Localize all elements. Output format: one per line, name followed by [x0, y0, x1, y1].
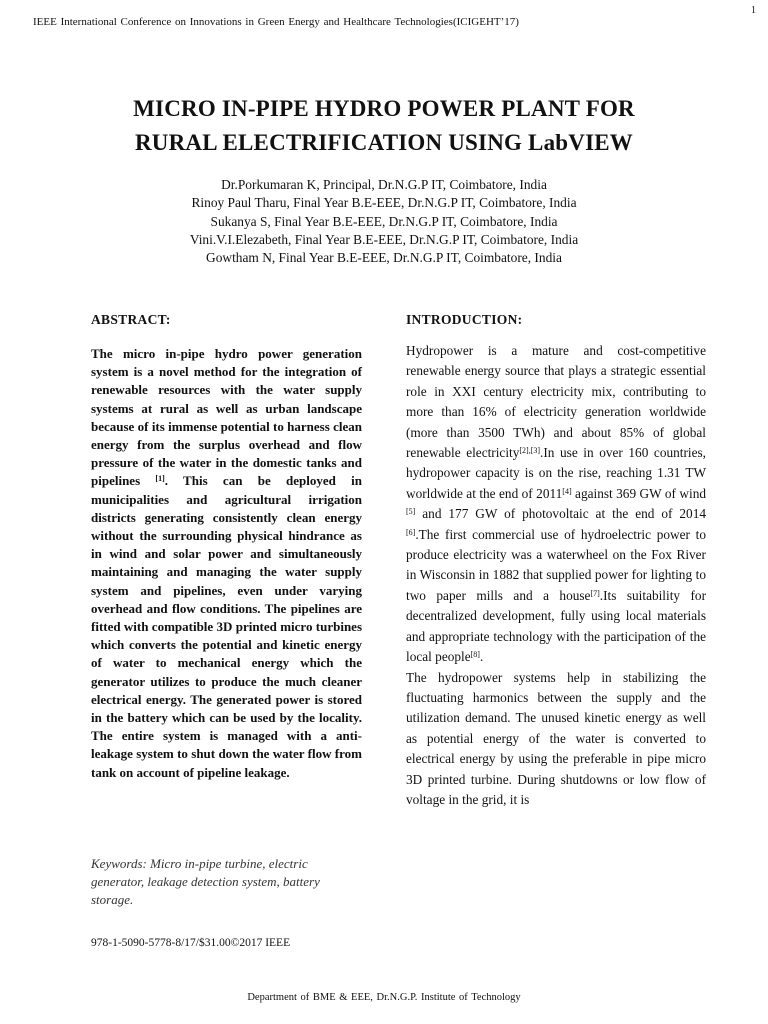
intro-text-part: .Its suitability for decentralized development, fully using local materials and appropriate technology with the participation of the local people	[406, 587, 706, 665]
introduction-text	[406, 341, 706, 810]
author-line: Dr.Porkumaran K, Principal, Dr.N.G.P IT, Coimbatore, India	[221, 177, 547, 192]
running-header: IEEE International Conference on Innovations in Green Energy and Healthcare Technologies(ICIGEHT’17)	[33, 16, 519, 28]
copyright-notice: 978-1-5090-5778-8/17/$31.00©2017 IEEE	[91, 937, 291, 949]
page-footer: Department of BME & EEE, Dr.N.G.P. Institute of Technology	[247, 992, 521, 1003]
intro-text-part: .In use in over 160 countries, hydropower capacity is on the rise, reaching 1.31 TW worldwide at the end of 2011	[406, 445, 706, 501]
keywords: Keywords: Micro in-pipe turbine, electric generator, leakage detection system, battery storage.	[91, 856, 320, 907]
intro-text-part: and 177 GW of photovoltaic at the end of 2014	[415, 506, 706, 522]
author-line: Rinoy Paul Tharu, Final Year B.E-EEE, Dr.N.G.P IT, Coimbatore, India	[191, 195, 577, 211]
author-line: Sukanya S, Final Year B.E-EEE, Dr.N.G.P IT, Coimbatore, India	[210, 213, 558, 229]
intro-paragraph-1	[406, 341, 706, 668]
title-line-2: RURAL ELECTRIFICATION USING LabVIEW	[135, 130, 633, 155]
abstract-text	[91, 345, 362, 782]
author-list	[0, 176, 768, 267]
intro-text-part: against 369 GW of wind	[571, 485, 706, 501]
citation-ref: [1]	[155, 474, 165, 484]
citation-ref: [2],[3]	[519, 446, 541, 456]
paper-title	[0, 92, 768, 160]
intro-text-part: .The first commercial use of hydroelectric power to produce electricity was a waterwheel on the Fox River in Wisconsin in 1882 that supplied power for lighting to two paper mills and a house	[406, 526, 706, 603]
citation-ref: [8]	[470, 650, 480, 660]
citation-ref: [7]	[590, 588, 600, 598]
intro-text-part: Hydropower is a mature and cost-competitive renewable energy source that plays a strategic essential role in XXI century electricity mix, contributing to more than 16% of electricity generation worldwide (more than 3500 TWh) and about 85% of global renewable electricity	[406, 343, 706, 461]
author-line: Gowtham N, Final Year B.E-EEE, Dr.N.G.P IT, Coimbatore, India	[206, 250, 562, 266]
title-line-1: MICRO IN-PIPE HYDRO POWER PLANT FOR	[133, 96, 635, 121]
citation-ref: [5]	[406, 507, 416, 517]
introduction-heading: INTRODUCTION:	[406, 312, 523, 327]
page-number: 1	[751, 5, 756, 16]
abstract-heading: ABSTRACT:	[91, 312, 171, 327]
citation-ref: [4]	[562, 486, 572, 496]
abstract-text-part: . This can be deployed in municipalities and agricultural irrigation districts generating consistently clean energy without the surrounding physical hindrance as in wind and solar power and simultaneously maintaining and managing the water supply system and pipelines, even under varying overhead and flow conditions. The pipelines are fitted with compatible 3D printed micro turbines which converts the potential and kinetic energy of water to mechanical energy which the generator utilizes to produce the much cleaner electrical energy. The generated power is stored in the battery which can be used by the locality. The entire system is managed with a anti-leakage system to shut down the water flow from tank on account of pipeline leakage.	[91, 473, 362, 780]
intro-text-part: .	[479, 649, 484, 665]
abstract-text-part: The micro in-pipe hydro power generation system is a novel method for the integration of renewable resources with the water supply systems at rural as well as urban landscape because of its immense potential to harness clean energy from the surplus overhead and flow pressure of the water in the domestic tanks and pipelines	[91, 346, 362, 489]
intro-paragraph-2: The hydropower systems help in stabilizing the fluctuating harmonics between the supply and the utilization demand. The unused kinetic energy as well as potential energy of the water is converted to electrical energy by using the preferable in pipe micro 3D printed turbine. During shutdowns or low flow of voltage in the grid, it is	[406, 669, 706, 807]
citation-ref: [6]	[406, 527, 416, 537]
author-line: Vini.V.I.Elezabeth, Final Year B.E-EEE, Dr.N.G.P IT, Coimbatore, India	[189, 231, 579, 247]
